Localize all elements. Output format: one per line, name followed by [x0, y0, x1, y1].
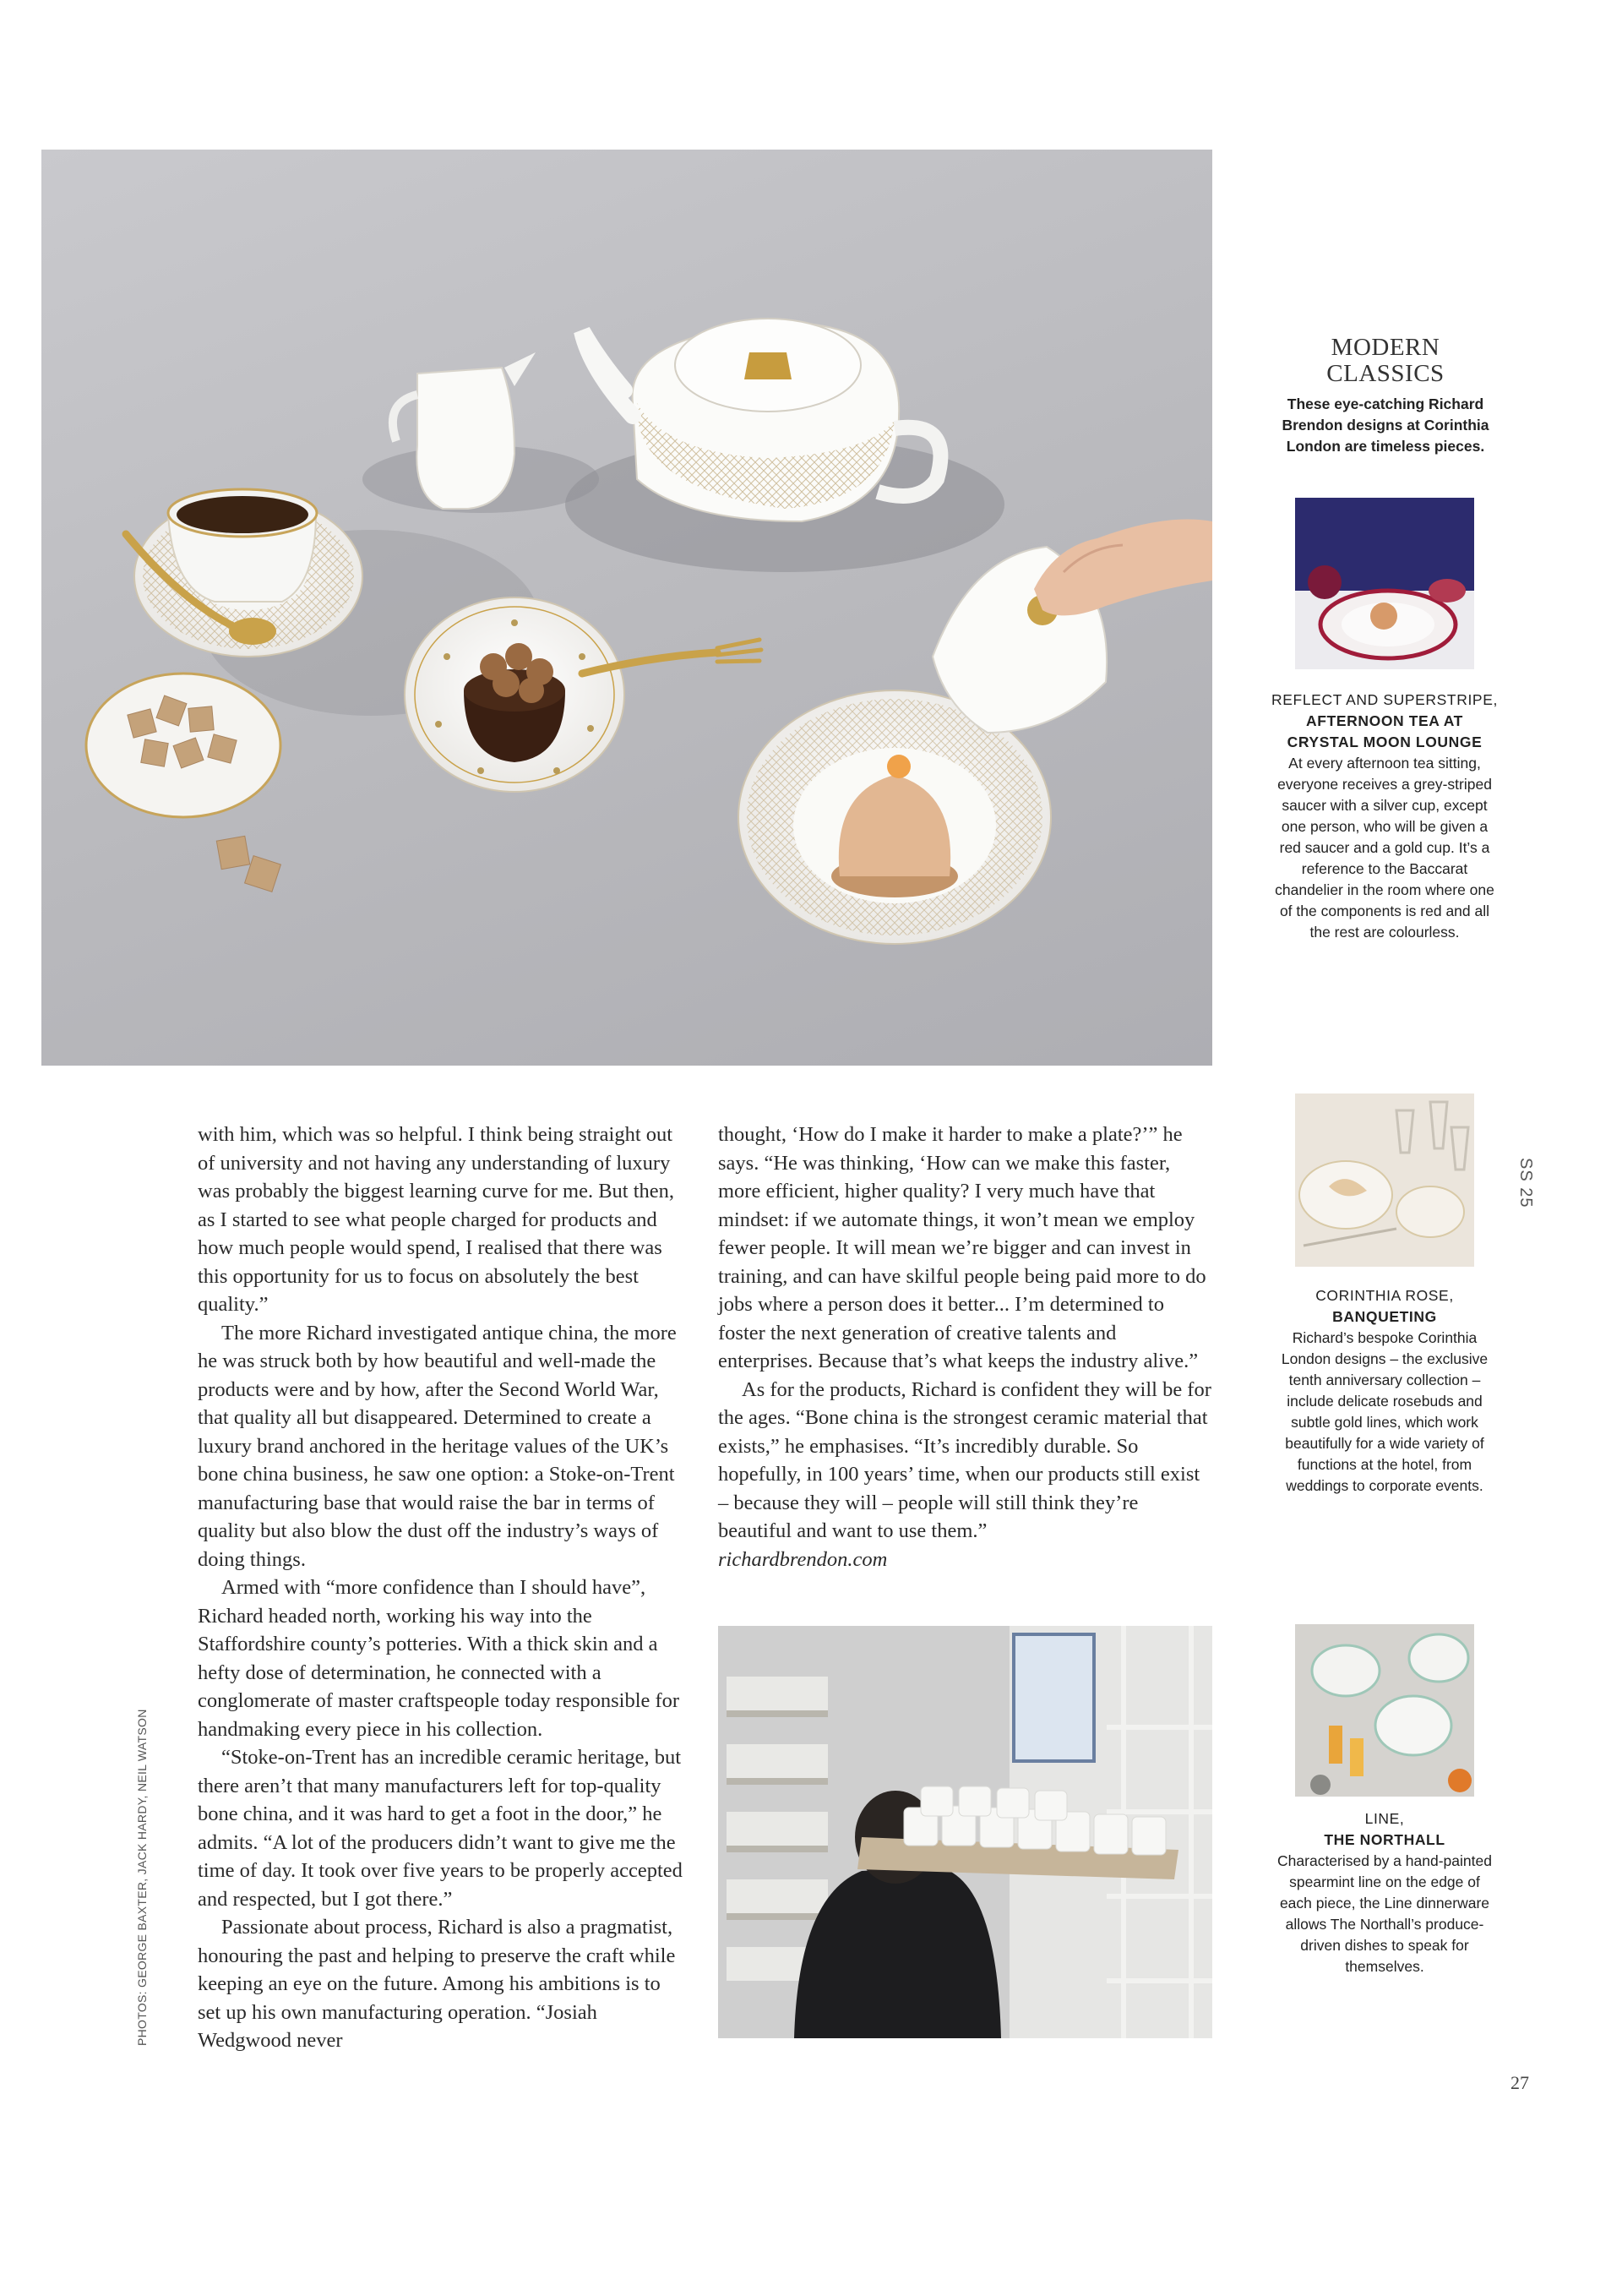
banqueting-thumbnail	[1295, 1093, 1474, 1267]
article-paragraph: The more Richard investigated antique china, the more he was struck both by how beautiful and well-made the products were and by how, after the Second World War, that quality all but disappeared. Determined to create a luxury brand anchored in the heritage values of the UK’s bone china business, he saw one option: a Stoke-on-Trent manufacturing base that would raise the bar in terms of quality but also blow the dust off the industry’s ways of doing things.	[198, 1321, 677, 1571]
caption-title: LINE,	[1364, 1810, 1405, 1827]
caption-title: REFLECT AND SUPERSTRIPE,	[1271, 691, 1498, 708]
article-paragraph: Passionate about process, Richard is also a pragmatist, honouring the past and helping to preserve the craft while keeping an eye on the future. Among his ambitions is to set up his own manufacturing operation. “Josiah Wedgwood never	[198, 1916, 676, 2052]
workshop-photo	[718, 1626, 1212, 2038]
sidebar-heading	[1259, 335, 1512, 387]
photo-credit: PHOTOS: GEORGE BAXTER, JACK HARDY, NEIL WATSON	[135, 1709, 149, 2046]
page-number: 27	[1510, 2072, 1529, 2093]
website-link[interactable]: richardbrendon.com	[718, 1547, 888, 1571]
hero-photo	[41, 150, 1212, 1066]
afternoon-tea-photo-icon	[1295, 498, 1474, 669]
issue-label: SS 25	[1516, 1158, 1535, 1208]
caption-body: Characterised by a hand-painted spearmint line on the edge of each piece, the Line dinnerware allows The Northall’s produce-driven dishes to speak for themselves.	[1277, 1852, 1492, 1975]
caption-title: CORINTHIA ROSE,	[1315, 1287, 1454, 1304]
sidebar-heading-line: CLASSICS	[1326, 360, 1445, 387]
article-column-left	[198, 1121, 684, 2055]
sidebar-heading-line: MODERN	[1331, 334, 1440, 361]
tea-set-photo-icon	[41, 150, 1212, 1066]
article-paragraph: with him, which was so helpful. I think being straight out of university and not having any understanding of luxury was probably the biggest learning curve for me. But then, as I started to see what people charged for products and how much people would spend, I realised that there was this opportunity for us to focus on absolutely the best quality.”	[198, 1123, 675, 1316]
caption-subtitle: THE NORTHALL	[1324, 1831, 1445, 1848]
article-column-right	[718, 1121, 1213, 1573]
caption-body: Richard’s bespoke Corinthia London designs – the exclusive tenth anniversary collection – include delicate rosebuds and subtle gold lines, which work beautifully for a wide variety of functions at the hotel, from weddings to corporate events.	[1281, 1329, 1489, 1494]
article-paragraph: As for the products, Richard is confident they will be for the ages. “Bone china is the strongest ceramic material that exists,” he emphasises. “It’s incredibly durable. So hopefully, in 100 years’ time, when our products still exist – because they will – people will still think they’re beautiful and want to use them.”	[718, 1377, 1211, 1542]
caption-body: At every afternoon tea sitting, everyone receives a grey-striped saucer with a silver cup, except one person, who will be given a red saucer and a gold cup. It’s a reference to the Baccarat chandelier in the room where one of the components is red and all the rest are colourless.	[1275, 755, 1494, 941]
caption-subtitle: AFTERNOON TEA AT CRYSTAL MOON LOUNGE	[1287, 712, 1483, 750]
caption-banqueting	[1271, 1285, 1498, 1497]
worker-carrying-cups-icon	[718, 1626, 1212, 2038]
sidebar-intro: These eye-catching Richard Brendon designs at Corinthia London are timeless pieces.	[1282, 395, 1489, 455]
caption-subtitle: BANQUETING	[1332, 1308, 1437, 1325]
article-paragraph: thought, ‘How do I make it harder to make a plate?’” he says. “He was thinking, ‘How can we make this faster, more efficient, higher quality? I very much have that mindset: if we automate things, it won’t mean we employ fewer people. It will mean we’re bigger and can invest in training, and can have skilful people being paid more to do jobs where a person does it better... I’m determined to foster the next generation of creative talents and enterprises. Because that’s what keeps the industry alive.”	[718, 1123, 1206, 1372]
article-paragraph: “Stoke-on-Trent has an incredible ceramic heritage, but there aren’t that many manufacturers left for top-quality bone china, and it was hard to get a foot in the door,” he admits. “A lot of the producers didn’t want to give me the time of day. It took over five years to be properly accepted and respected, but I got there.”	[198, 1746, 683, 1911]
northall-thumbnail	[1295, 1624, 1474, 1797]
caption-northall	[1271, 1808, 1498, 1977]
article-paragraph: Armed with “more confidence than I should have”, Richard headed north, working his way into the Staffordshire county’s potteries. With a thick skin and a hefty dose of determination, he connected with a conglomerate of master craftspeople today responsible for handmaking every piece in his collection.	[198, 1576, 680, 1741]
afternoon-tea-thumbnail	[1295, 498, 1474, 669]
banqueting-table-photo-icon	[1295, 1093, 1474, 1267]
northall-table-photo-icon	[1295, 1624, 1474, 1797]
caption-afternoon-tea	[1271, 690, 1498, 943]
